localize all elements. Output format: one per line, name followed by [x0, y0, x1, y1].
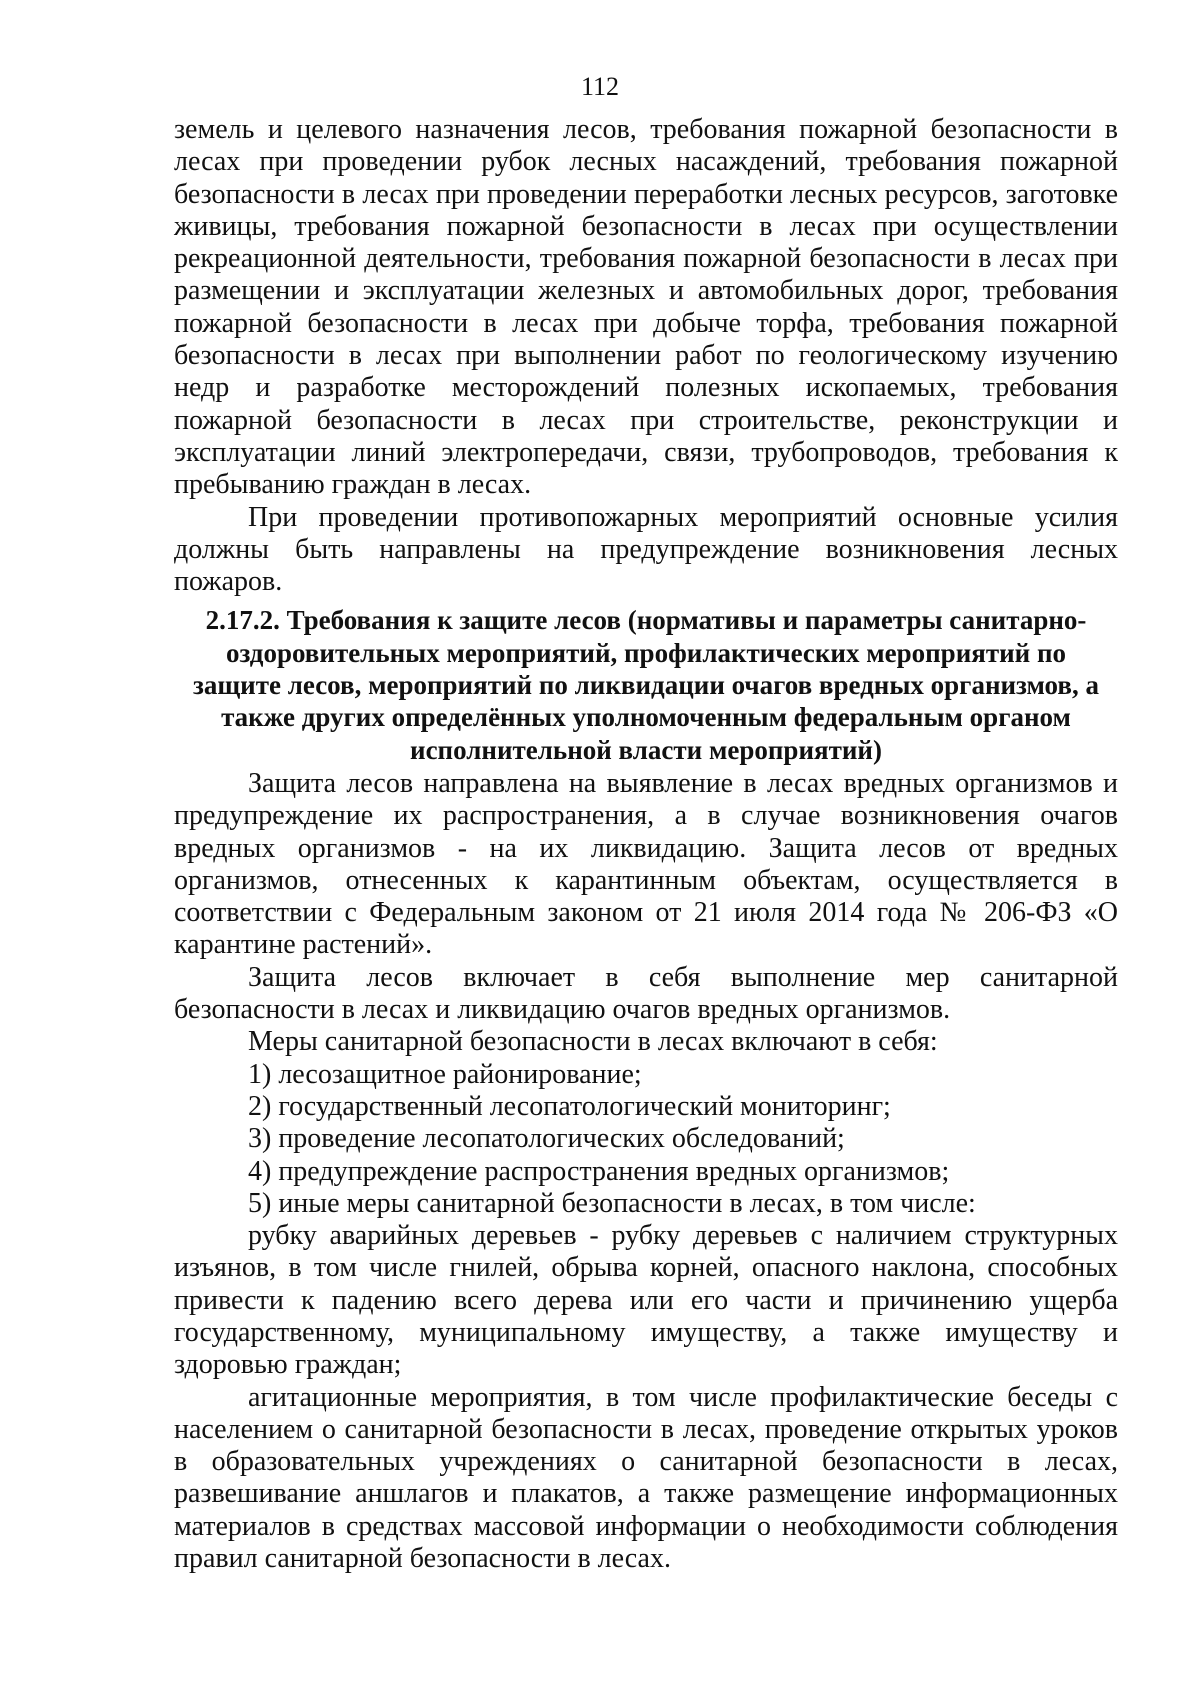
paragraph-awareness-activities: агитационные мероприятия, в том числе профилактические беседы с населением о санитарной безопасности в лесах, проведение открытых уроков в образовательных учреждениях о санитарной безопасности в лесах, развешивание аншлагов и плакатов, а также размещение информационных материалов в средствах массовой информации о необходимости соблюдения правил санитарной безопасности в лесах. — [174, 1381, 1118, 1575]
list-item: 1) лесозащитное районирование; — [248, 1058, 642, 1090]
list-item: 5) иные меры санитарной безопасности в лесах, в том числе: — [248, 1187, 976, 1219]
paragraph-forest-protection-purpose: Защита лесов направлена на выявление в лесах вредных организмов и предупреждение их распространения, а в случае возникновения очагов вредных организмов - на их ликвидацию. Защита лесов от вредных организмов, отнесенных к карантинным объектам, осуществляется в соответствии с Федеральным законом от 21 июля 2014 года № 206-ФЗ «О карантине растений». — [174, 767, 1118, 961]
document-body — [174, 114, 1118, 1575]
paragraph-emergency-tree-felling: рубку аварийных деревьев - рубку деревьев с наличием структурных изъянов, в том числе гнилей, обрыва корней, опасного наклона, способных привести к падению всего дерева или его части и причинению ущерба государственному, муниципальному имуществу, а также имуществу и здоровью граждан; — [174, 1220, 1118, 1381]
paragraph-fire-prevention-focus: При проведении противопожарных мероприятий основные усилия должны быть направлены на предупреждение возникновения лесных пожаров. — [174, 501, 1118, 598]
paragraph-fire-requirements-list: земель и целевого назначения лесов, требования пожарной безопасности в лесах при проведении рубок лесных насаждений, требования пожарной безопасности в лесах при проведении переработки лесных ресурсов, заготовке живицы, требования пожарной безопасности в лесах при осуществлении рекреационной деятельности, требования пожарной безопасности в лесах при размещении и эксплуатации железных и автомобильных дорог, требования пожарной безопасности в лесах при добыче торфа, требования пожарной безопасности в лесах при выполнении работ по геологическому изучению недр и разработке месторождений полезных ископаемых, требования пожарной безопасности в лесах при строительстве, реконструкции и эксплуатации линий электропередачи, связи, трубопроводов, требования к пребыванию граждан в лесах. — [174, 114, 1118, 501]
list-item: 4) предупреждение распространения вредных организмов; — [248, 1155, 950, 1187]
list-item: 2) государственный лесопатологический мониторинг; — [248, 1090, 891, 1122]
list-item: 3) проведение лесопатологических обследований; — [248, 1123, 845, 1155]
section-heading: 2.17.2. Требования к защите лесов (нормативы и параметры санитарно-оздоровительных мероприятий, профилактических мероприятий по защите лесов, мероприятий по ликвидации очагов вредных организмов, а также других определённых уполномоченным федеральным органом исполнительной власти мероприятий) — [193, 605, 1099, 765]
paragraph-sanitary-measures-intro: Меры санитарной безопасности в лесах включают в себя: — [248, 1026, 938, 1058]
paragraph-forest-protection-includes: Защита лесов включает в себя выполнение мер санитарной безопасности в лесах и ликвидацию очагов вредных организмов. — [174, 961, 1118, 1026]
page-number: 112 — [580, 72, 620, 101]
